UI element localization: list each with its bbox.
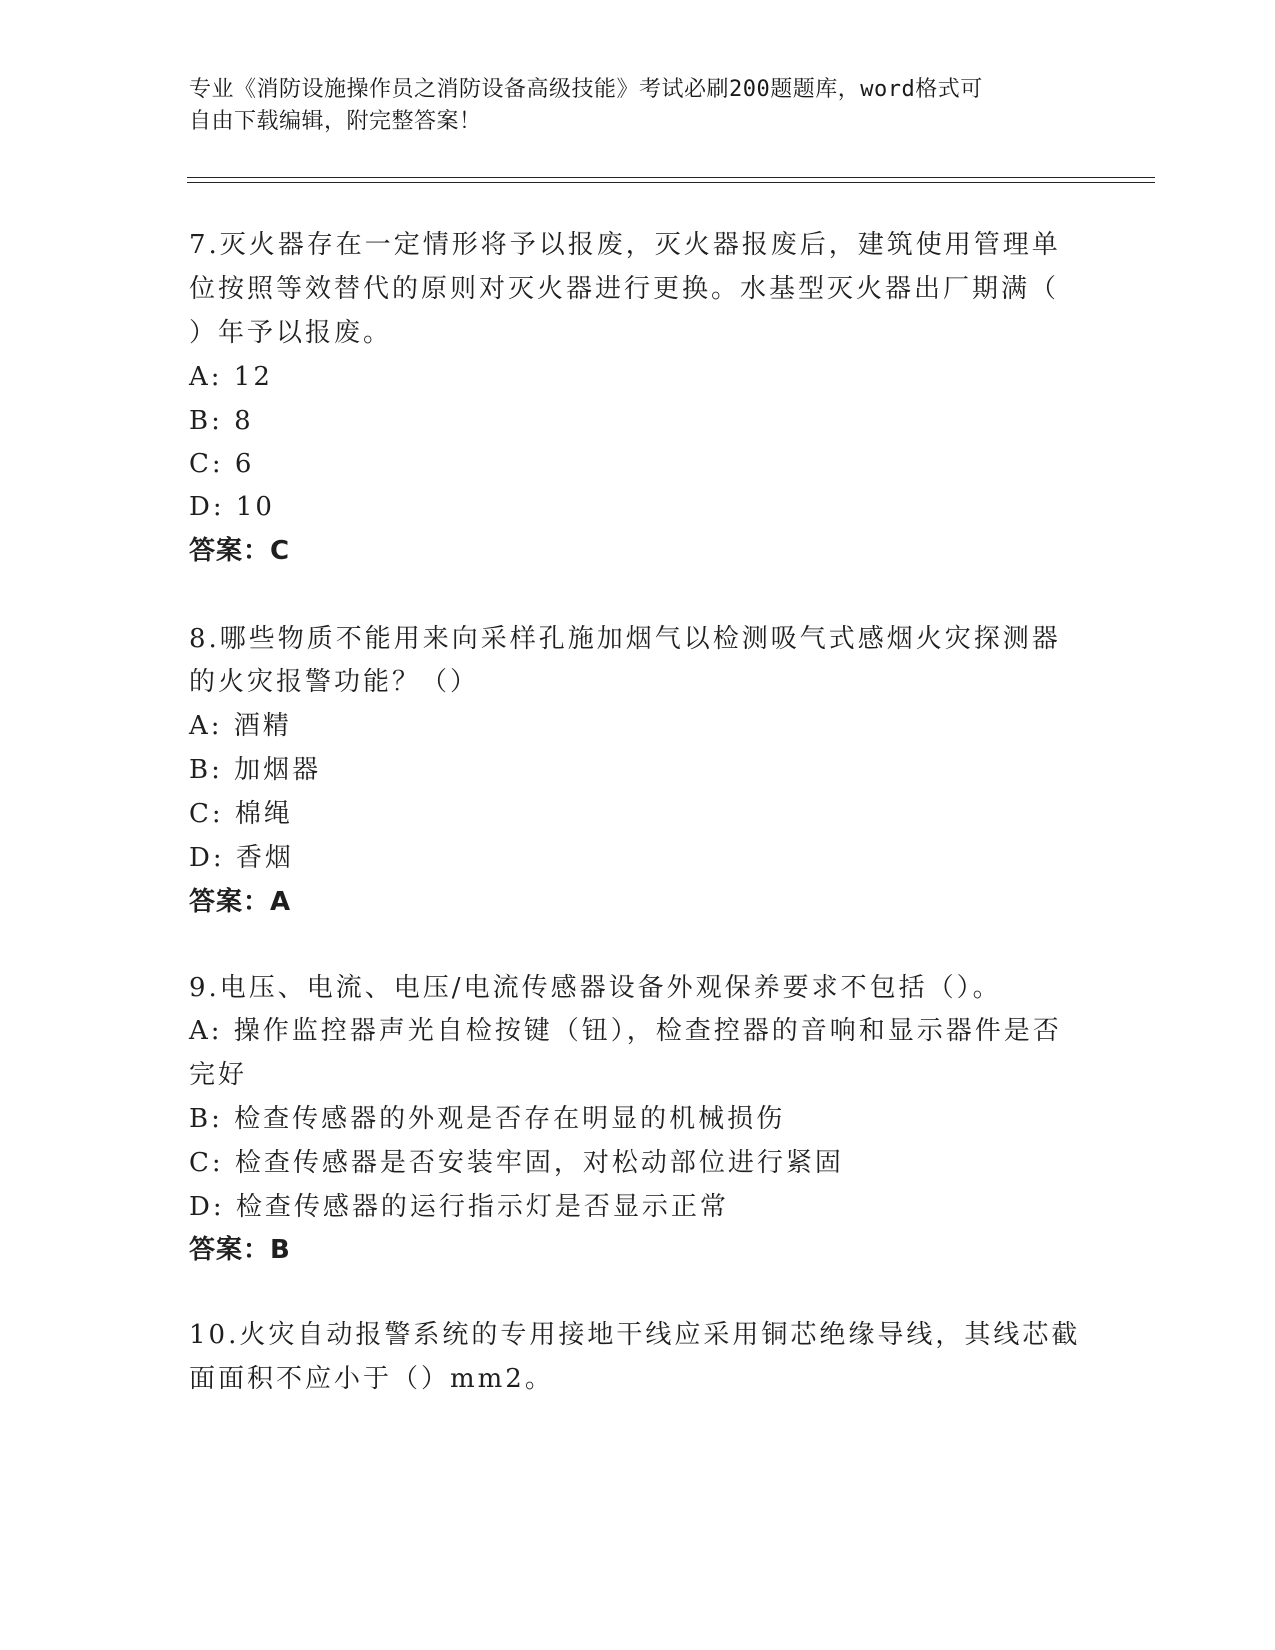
question-10-stem-line-1: 10.火灾自动报警系统的专用接地干线应采用铜芯绝缘导线，其线芯截 [189,1320,1081,1350]
header-divider-bottom [187,182,1155,183]
question-8-option-d: D: 香烟 [189,843,294,873]
question-7-stem-line-2: 位按照等效替代的原则对灭火器进行更换。水基型灭火器出厂期满（ [189,274,1060,304]
question-10-stem-line-2: 面面积不应小于（）mm2。 [189,1364,554,1394]
question-7-option-c: C: 6 [189,449,255,479]
document-header [189,74,1069,138]
question-8-stem-line-1: 8.哪些物质不能用来向采样孔施加烟气以检测吸气式感烟火灾探测器 [189,624,1061,654]
question-8-option-a: A: 酒精 [189,711,292,741]
question-7-stem-line-1: 7.灭火器存在一定情形将予以报废，灭火器报废后，建筑使用管理单 [189,230,1061,260]
question-7-option-d: D: 10 [189,492,275,522]
header-title-line-1: 专业《消防设施操作员之消防设备高级技能》考试必刷200题题库，word格式可 [189,77,983,102]
question-8-answer: 答案：A [189,887,292,917]
question-7-option-b: B: 8 [189,406,254,436]
question-9-option-a-continued: 完好 [189,1060,248,1090]
header-title-line-2: 自由下载编辑，附完整答案！ [189,109,482,134]
question-9-option-a: A: 操作监控器声光自检按键（钮），检查控器的音响和显示器件是否 [189,1016,1062,1046]
question-9-option-c: C: 检查传感器是否安装牢固，对松动部位进行紧固 [189,1148,844,1178]
question-9-answer: 答案：B [189,1235,291,1265]
header-divider-top [187,177,1155,178]
question-9-option-b: B: 检查传感器的外观是否存在明显的机械损伤 [189,1104,786,1134]
question-9-option-d: D: 检查传感器的运行指示灯是否显示正常 [189,1192,729,1222]
question-8-stem-line-2: 的火灾报警功能？（） [189,667,480,697]
question-8-option-c: C: 棉绳 [189,799,293,829]
question-7-answer: 答案：C [189,536,291,566]
question-7-stem-line-3: ）年予以报废。 [189,318,393,348]
question-9-stem-line-1: 9.电压、电流、电压/电流传感器设备外观保养要求不包括（）。 [189,973,1002,1003]
question-8-option-b: B: 加烟器 [189,755,322,785]
question-7-option-a: A: 12 [189,362,273,392]
